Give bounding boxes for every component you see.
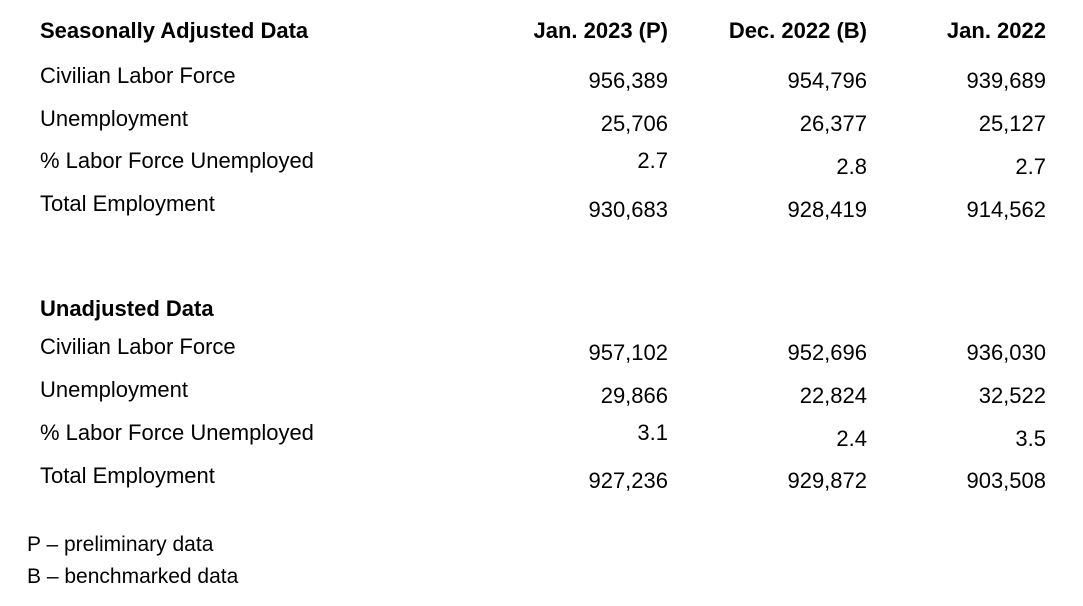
cell-value: 903,508: [966, 468, 1046, 493]
cell-value: 2.7: [637, 148, 668, 173]
column-header-dec-2022: Dec. 2022 (B): [728, 18, 867, 43]
cell-value: 26,377: [799, 111, 867, 136]
row-label: % Labor Force Unemployed: [40, 420, 314, 445]
cell-value: 3.5: [1015, 426, 1046, 451]
cell-value: 914,562: [966, 197, 1046, 222]
column-header-jan-2023: Jan. 2023 (P): [533, 18, 668, 43]
cell-value: 939,689: [966, 68, 1046, 93]
section-title-unadjusted: Unadjusted Data: [40, 296, 214, 321]
column-header-jan-2022: Jan. 2022: [946, 18, 1046, 43]
cell-value: 3.1: [637, 420, 668, 445]
footnote-benchmarked: B – benchmarked data: [27, 565, 239, 588]
row-label: Civilian Labor Force: [40, 334, 236, 359]
cell-value: 29,866: [600, 383, 668, 408]
row-label: Total Employment: [40, 463, 215, 488]
row-label: Unemployment: [40, 377, 188, 402]
cell-value: 2.4: [836, 426, 867, 451]
cell-value: 2.7: [1015, 154, 1046, 179]
row-label: Civilian Labor Force: [40, 63, 236, 88]
cell-value: 952,696: [787, 340, 867, 365]
cell-value: 936,030: [966, 340, 1046, 365]
cell-value: 927,236: [588, 468, 668, 493]
cell-value: 32,522: [978, 383, 1046, 408]
section-title-seasonally-adjusted: Seasonally Adjusted Data: [40, 18, 309, 43]
cell-value: 954,796: [787, 68, 867, 93]
cell-value: 25,127: [978, 111, 1046, 136]
cell-value: 928,419: [787, 197, 867, 222]
row-label: Unemployment: [40, 106, 188, 131]
cell-value: 930,683: [588, 197, 668, 222]
cell-value: 25,706: [600, 111, 668, 136]
row-label: Total Employment: [40, 191, 215, 216]
cell-value: 2.8: [836, 154, 867, 179]
cell-value: 957,102: [588, 340, 668, 365]
cell-value: 929,872: [787, 468, 867, 493]
cell-value: 22,824: [799, 383, 867, 408]
footnote-preliminary: P – preliminary data: [27, 533, 214, 556]
row-label: % Labor Force Unemployed: [40, 148, 314, 173]
cell-value: 956,389: [588, 68, 668, 93]
